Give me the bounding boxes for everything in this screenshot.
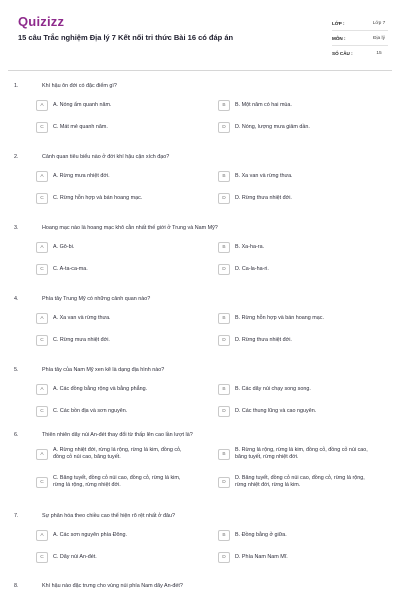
option-text: B. Xa van và rừng thưa. <box>235 173 293 179</box>
option-text: A. Nóng ẩm quanh năm. <box>53 102 112 108</box>
option-letter: D <box>218 406 230 417</box>
option-c[interactable] <box>36 552 97 563</box>
option-text: B. Rừng lá rộng, rừng lá kim, đồng cỏ, đồng cỏ núi cao, băng tuyết, rừng nhiệt đới. <box>235 447 368 460</box>
option-text: A. Rừng mưa nhiệt đới. <box>53 173 110 179</box>
question-number: 5. <box>14 367 19 373</box>
option-c[interactable] <box>36 264 88 275</box>
question-8 <box>14 580 388 592</box>
quizizz-logo[interactable]: Quizizz <box>18 14 65 29</box>
option-c[interactable] <box>36 335 110 346</box>
option-letter: A <box>36 242 48 253</box>
option-text: A. Xa van và rừng thưa. <box>53 315 111 321</box>
question-2 <box>14 151 388 201</box>
meta-label-socau: SỐ CÂU : <box>332 50 353 56</box>
worksheet-title: 15 câu Trắc nghiệm Địa lý 7 Kết nối tri thức Bài 16 có đáp án <box>18 33 234 42</box>
question-number: 1. <box>14 83 19 89</box>
option-letter: C <box>36 193 48 204</box>
option-c[interactable] <box>36 122 108 133</box>
option-text: D. Rừng thưa nhiệt đới. <box>235 337 292 343</box>
question-number: 2. <box>14 154 19 160</box>
option-letter: B <box>218 171 230 182</box>
option-letter: B <box>218 530 230 541</box>
option-letter: B <box>218 242 230 253</box>
option-b[interactable] <box>218 447 375 461</box>
worksheet-header <box>8 8 392 71</box>
option-text: C. Mát mẻ quanh năm. <box>53 124 108 130</box>
option-b[interactable] <box>218 530 287 541</box>
meta-row-mon <box>332 31 388 46</box>
meta-label-lop: LỚP : <box>332 20 345 26</box>
option-text: A. Rừng nhiệt đới, rừng lá rộng, rừng lá kim, đồng cỏ, đồng cỏ núi cao, băng tuyết. <box>53 447 182 460</box>
option-text: B. Một năm có hai mùa. <box>235 102 292 108</box>
question-text: Khí hậu ôn đới có đặc điểm gì? <box>42 83 117 89</box>
option-letter: C <box>36 552 48 563</box>
option-d[interactable] <box>218 335 292 346</box>
option-letter: D <box>218 335 230 346</box>
option-d[interactable] <box>218 406 316 417</box>
option-a[interactable] <box>36 530 127 541</box>
option-letter: A <box>36 171 48 182</box>
meta-row-socau <box>332 46 388 60</box>
option-b[interactable] <box>218 242 264 253</box>
question-number: 3. <box>14 225 19 231</box>
option-d[interactable] <box>218 122 310 133</box>
option-letter: B <box>218 449 230 460</box>
question-6 <box>14 429 388 488</box>
meta-label-mon: MÔN : <box>332 35 346 41</box>
option-text: D. Phía Nam Nam Mĩ. <box>235 554 288 560</box>
option-a[interactable] <box>36 384 147 395</box>
option-text: B. Các dãy núi chạy song song. <box>235 386 311 392</box>
worksheet-meta <box>332 16 388 60</box>
question-text: Phía tây Trung Mỹ có những cảnh quan nào? <box>42 296 151 302</box>
question-number: 4. <box>14 296 19 302</box>
option-text: C. Rừng mưa nhiệt đới. <box>53 337 110 343</box>
option-b[interactable] <box>218 313 324 324</box>
option-letter: C <box>36 477 48 488</box>
option-text: A. Gô-bi. <box>53 244 75 250</box>
question-7 <box>14 510 388 560</box>
option-c[interactable] <box>36 406 127 417</box>
question-number: 6. <box>14 432 19 438</box>
option-b[interactable] <box>218 100 292 111</box>
question-5 <box>14 364 388 414</box>
question-text: Phía tây của Nam Mỹ xen kẽ là dạng địa hình nào? <box>42 367 165 373</box>
option-c[interactable] <box>36 475 193 489</box>
option-letter: C <box>36 122 48 133</box>
option-a[interactable] <box>36 313 111 324</box>
option-b[interactable] <box>218 384 311 395</box>
option-text: C. Rừng hỗn hợp và bán hoang mạc. <box>53 195 143 201</box>
option-b[interactable] <box>218 171 293 182</box>
question-text: Thiên nhiên dãy núi An-đét thay đổi từ thấp lên cao lần lượt là? <box>42 432 193 438</box>
meta-value-lop: Lớp 7 <box>372 20 386 26</box>
option-text: C. A-ta-ca-ma. <box>53 266 88 272</box>
option-text: A. Các đồng bằng rộng và bằng phẳng. <box>53 386 148 392</box>
option-a[interactable] <box>36 100 111 111</box>
question-1 <box>14 80 388 130</box>
option-text: D. Rừng thưa nhiệt đới. <box>235 195 292 201</box>
option-text: D. Băng tuyết, đồng cỏ núi cao, đồng cỏ, rừng lá rộng, rừng nhiệt đới, rừng lá kim. <box>235 475 365 488</box>
option-letter: D <box>218 552 230 563</box>
question-text: Cảnh quan tiêu biểu nào ở đới khí hậu cận xích đạo? <box>42 154 170 160</box>
option-text: D. Các thung lũng và cao nguyên. <box>235 408 317 414</box>
question-3 <box>14 222 388 272</box>
meta-row-lop <box>332 16 388 31</box>
option-d[interactable] <box>218 475 375 489</box>
option-letter: C <box>36 264 48 275</box>
option-letter: A <box>36 100 48 111</box>
question-number: 7. <box>14 513 19 519</box>
option-letter: B <box>218 384 230 395</box>
option-text: D. Ca-la-ha-ri. <box>235 266 269 272</box>
question-text: Sự phân hóa theo chiều cao thể hiện rõ rệt nhất ở đâu? <box>42 513 176 519</box>
option-text: B. Xa-ha-ra. <box>235 244 265 250</box>
option-letter: B <box>218 100 230 111</box>
option-text: B. Rừng hỗn hợp và bán hoang mạc. <box>235 315 324 321</box>
question-text: Khí hậu nào đặc trưng cho vùng núi phía Nam dãy An-đét? <box>42 583 183 589</box>
worksheet-page <box>8 8 392 600</box>
option-letter: A <box>36 530 48 541</box>
question-4 <box>14 293 388 343</box>
question-number: 8. <box>14 583 19 589</box>
option-a[interactable] <box>36 171 110 182</box>
option-text: A. Các sơn nguyên phía Đông. <box>53 532 127 538</box>
option-letter: D <box>218 477 230 488</box>
option-letter: D <box>218 193 230 204</box>
option-text: C. Các bồn địa và sơn nguyên. <box>53 408 128 414</box>
option-letter: C <box>36 335 48 346</box>
meta-value-mon: Địa lý <box>373 35 385 41</box>
option-letter: D <box>218 264 230 275</box>
option-text: C. Băng tuyết, đồng cỏ núi cao, đồng cỏ, rừng lá kim, rừng lá rộng, rừng nhiệt đới. <box>53 475 181 488</box>
option-text: B. Đồng bằng ở giữa. <box>235 532 287 538</box>
option-text: D. Nóng, lượng mưa giảm dần. <box>235 124 310 130</box>
meta-value-socau: 15 <box>376 50 382 56</box>
option-c[interactable] <box>36 193 142 204</box>
option-d[interactable] <box>218 193 292 204</box>
option-letter: B <box>218 313 230 324</box>
option-a[interactable] <box>36 447 193 461</box>
option-a[interactable] <box>36 242 74 253</box>
option-d[interactable] <box>218 264 269 275</box>
option-letter: D <box>218 122 230 133</box>
option-letter: C <box>36 406 48 417</box>
option-letter: A <box>36 313 48 324</box>
option-text: C. Dãy núi An-đét. <box>53 554 97 560</box>
option-letter: A <box>36 449 48 460</box>
option-letter: A <box>36 384 48 395</box>
option-d[interactable] <box>218 552 288 563</box>
question-text: Hoang mạc nào là hoang mạc khô cằn nhất thế giới ở Trung và Nam Mỹ? <box>42 225 218 231</box>
